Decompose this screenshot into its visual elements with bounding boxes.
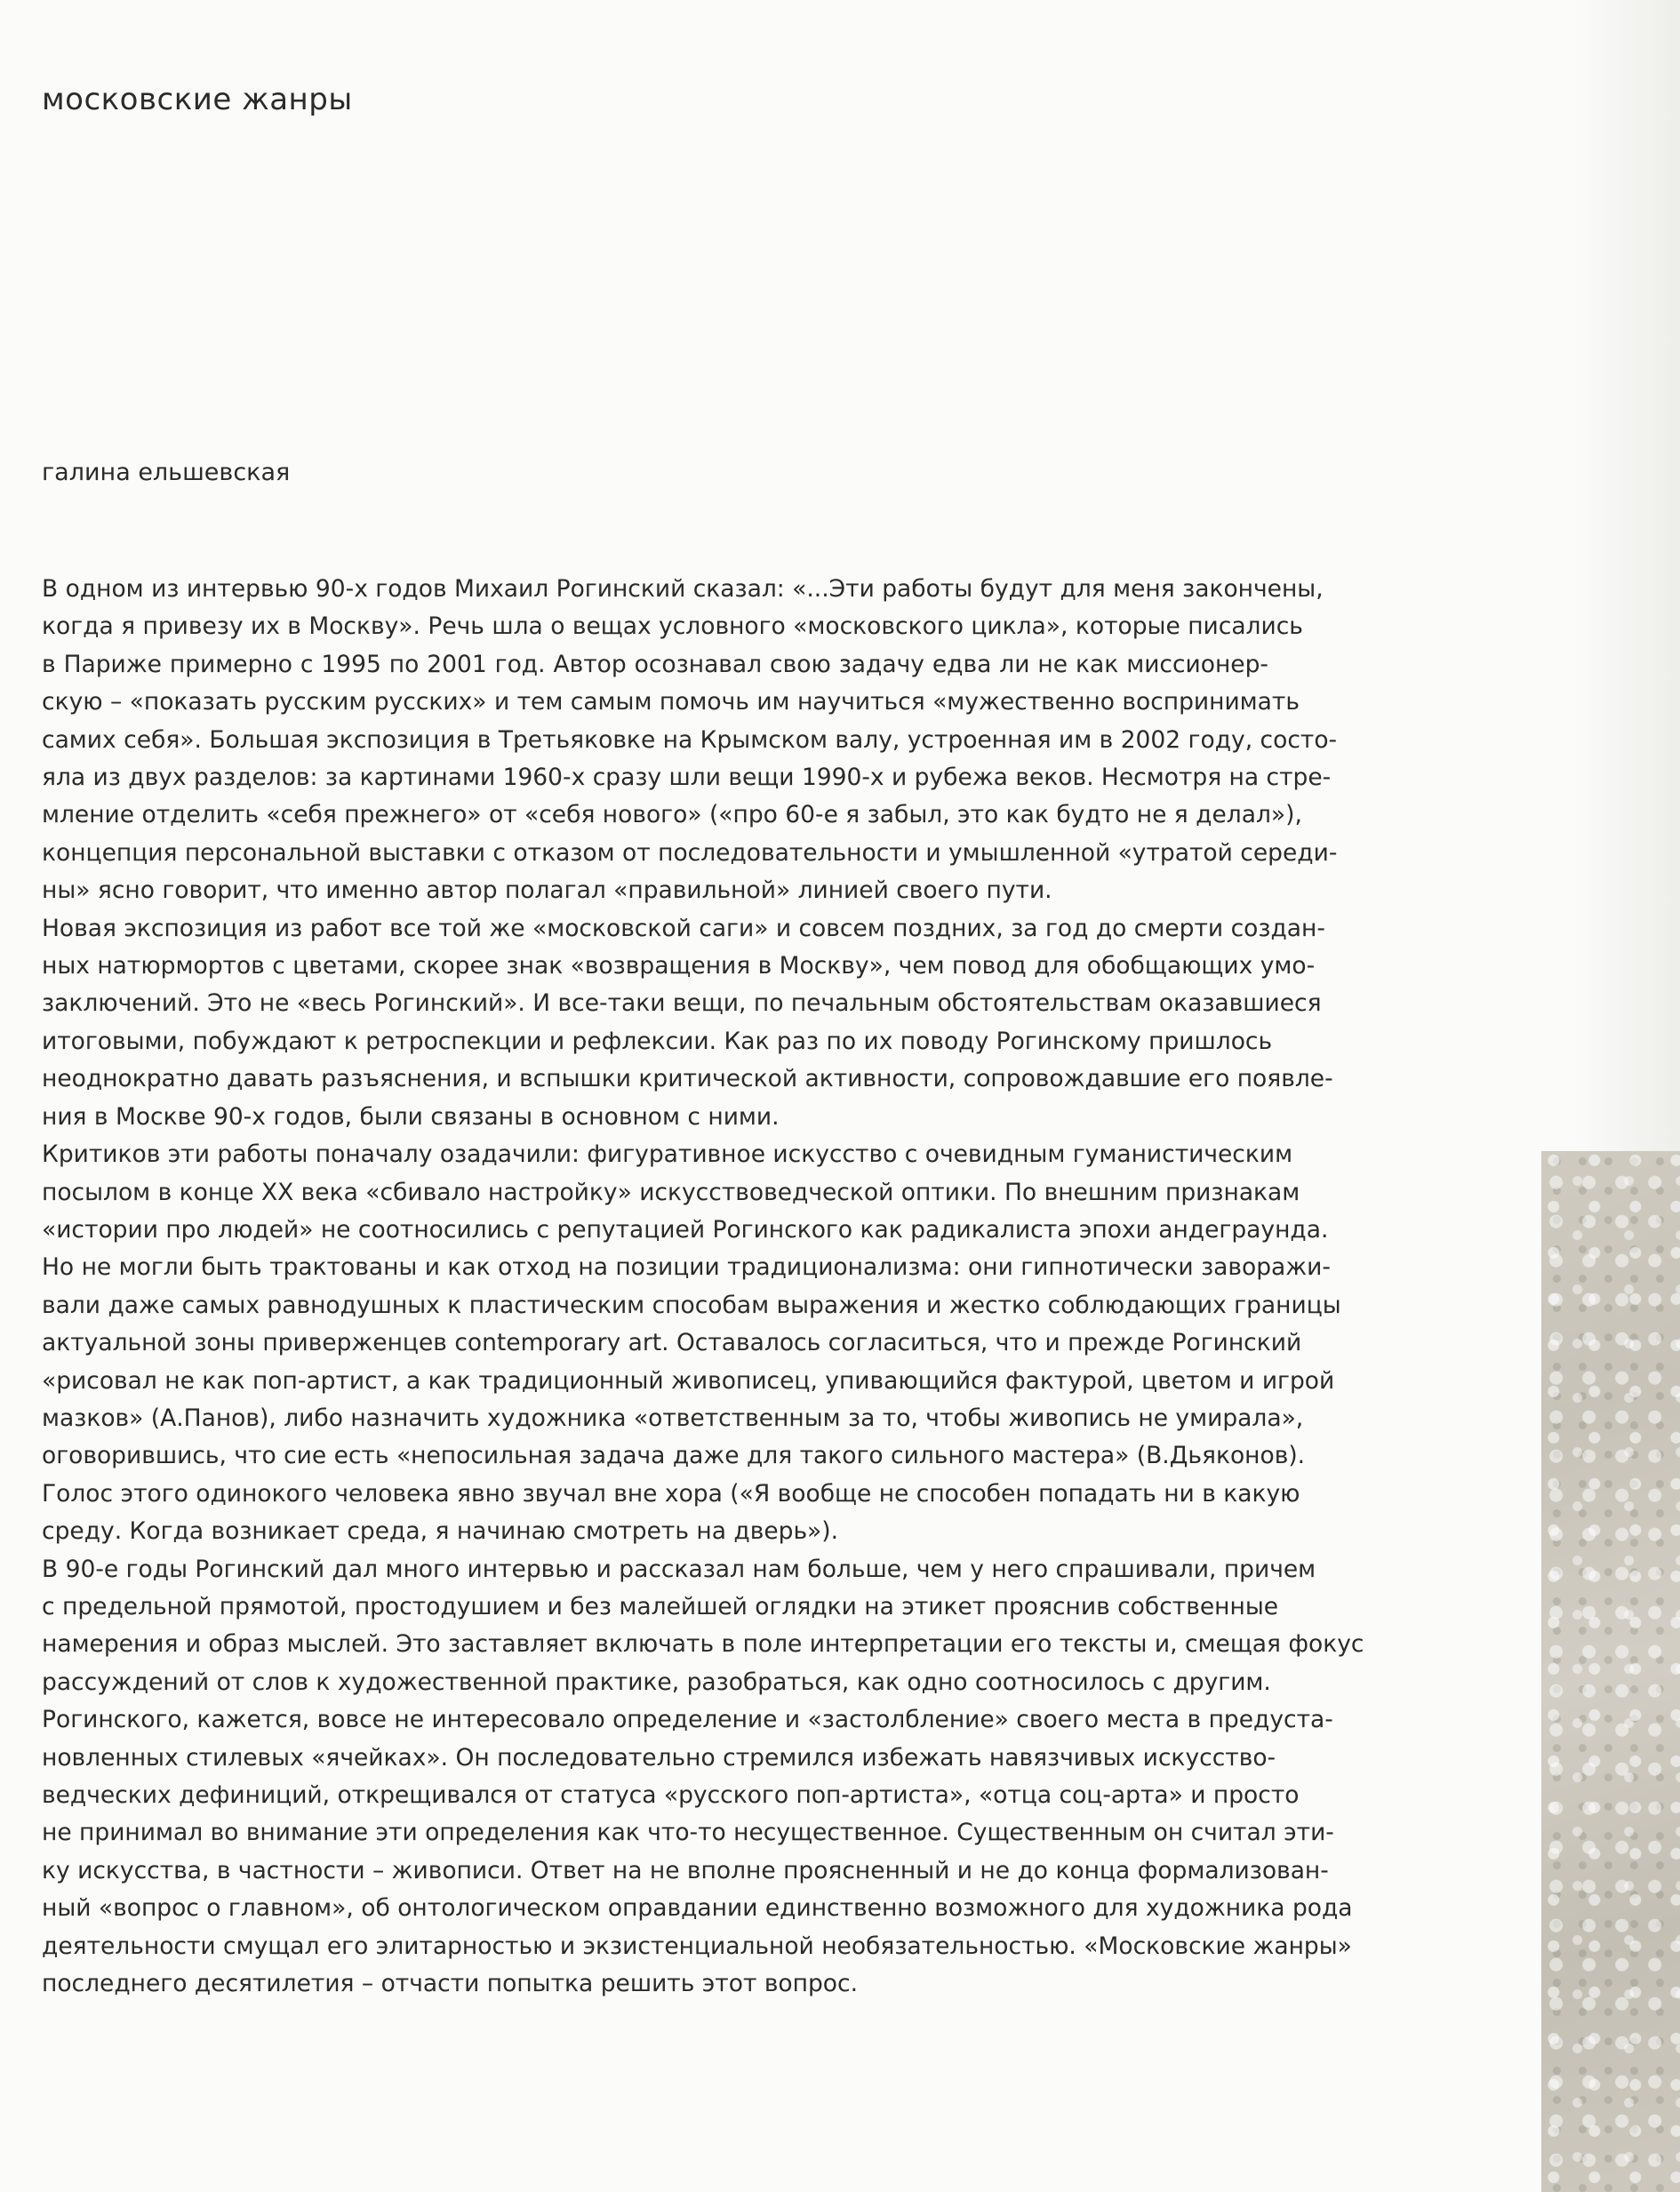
text-line: оговорившись, что сие есть «непосильная задача даже для такого сильного мастера» (В.Дьяконов). (42, 1442, 1306, 1470)
text-line: рассуждений от слов к художественной практике, разобраться, как одно соотносилось с другим. (42, 1668, 1271, 1696)
text-line: самих себя». Большая экспозиция в Третьяковке на Крымском валу, устроенная им в 2002 году, состо- (42, 725, 1338, 754)
text-line: когда я привезу их в Москву». Речь шла о вещах условного «московского цикла», которые писались (42, 612, 1303, 641)
text-line: с предельной прямотой, простодушием и без малейшей оглядки на этикет прояснив собственные (42, 1592, 1279, 1620)
text-line: ный «вопрос о главном», об онтологическом оправдании единственно возможного для художника рода (42, 1894, 1353, 1923)
text-line: мление отделить «себя прежнего» от «себя нового» («про 60-е я забыл, это как будто не я делал»), (42, 801, 1302, 829)
author-name: галина ельшевская (42, 459, 291, 486)
text-line: яла из двух разделов: за картинами 1960-х сразу шли вещи 1990-х и рубежа веков. Несмотря на стре- (42, 764, 1332, 792)
text-line: «рисовал не как поп-артист, а как традиционный живописец, упивающийся фактурой, цветом и игрой (42, 1366, 1335, 1395)
text-line: ны» ясно говорит, что именно автор полагал «правильной» линией своего пути. (42, 876, 1052, 905)
article-body (42, 571, 1364, 2003)
text-line: последнего десятилетия – отчасти попытка решить этот вопрос. (42, 1970, 859, 1998)
text-line: В одном из интервью 90-х годов Михаил Рогинский сказал: «...Эти работы будут для меня закончены, (42, 575, 1324, 603)
text-line: Рогинского, кажется, вовсе не интересовало определение и «застолбление» своего места в предуста- (42, 1706, 1333, 1734)
text-line: не принимал во внимание эти определения как что-то несущественное. Существенным он считал эти- (42, 1819, 1334, 1847)
text-line: ния в Москве 90-х годов, были связаны в основном с ними. (42, 1102, 780, 1131)
text-line: итоговыми, побуждают к ретроспекции и рефлексии. Как раз по их поводу Рогинскому пришлось (42, 1027, 1273, 1055)
section-title: московские жанры (42, 82, 353, 117)
adjacent-page-strip (1541, 1151, 1680, 2192)
text-line: «истории про людей» не соотносились с репутацией Рогинского как радикалиста эпохи андеграунда. (42, 1215, 1329, 1244)
text-line: Критиков эти работы поначалу озадачили: фигуративное искусство с очевидным гуманистическим (42, 1140, 1293, 1169)
text-line: актуальной зоны приверженцев contemporary art. Оставалось согласиться, что и прежде Рогинский (42, 1329, 1302, 1357)
text-line: ку искусства, в частности – живописи. Ответ на не вполне проясненный и не до конца формализован- (42, 1856, 1329, 1884)
text-line: В 90-е годы Рогинский дал много интервью и рассказал нам больше, чем у него спрашивали, причем (42, 1555, 1316, 1583)
text-line: Но не могли быть трактованы и как отход на позиции традиционализма: они гипнотически заворажи- (42, 1253, 1331, 1282)
text-line: неоднократно давать разъяснения, и вспышки критической активности, сопровождавшие его появле- (42, 1065, 1333, 1093)
text-line: ных натюрмортов с цветами, скорее знак «возвращения в Москву», чем повод для обобщающих умо- (42, 952, 1316, 980)
text-line: ведческих дефиниций, открещивался от статуса «русского поп-артиста», «отца соц-арта» и просто (42, 1781, 1300, 1809)
text-line: вали даже самых равнодушных к пластическим способам выражения и жестко соблюдающих границы (42, 1291, 1341, 1319)
text-line: среду. Когда возникает среда, я начинаю смотреть на дверь»). (42, 1517, 839, 1546)
text-line: заключений. Это не «весь Рогинский». И все-таки вещи, по печальным обстоятельствам оказавшиеся (42, 989, 1322, 1018)
text-line: скую – «показать русским русских» и тем самым помочь им научиться «мужественно воспринимать (42, 688, 1300, 716)
text-line: деятельности смущал его элитарностью и экзистенциальной необязательностью. «Московские жанры» (42, 1932, 1352, 1960)
text-line: в Париже примерно с 1995 по 2001 год. Автор осознавал свою задачу едва ли не как миссионер- (42, 650, 1268, 678)
text-line: посылом в конце XX века «сбивало настройку» искусствоведческой оптики. По внешним признакам (42, 1178, 1300, 1206)
text-line: намерения и образ мыслей. Это заставляет включать в поле интерпретации его тексты и, смещая фокус (42, 1630, 1364, 1659)
text-line: мазков» (А.Панов), либо назначить художника «ответственным за то, чтобы живопись не умирала», (42, 1404, 1304, 1432)
text-line: концепция персональной выставки с отказом от последовательности и умышленной «утратой середи- (42, 838, 1338, 867)
text-line: Голос этого одинокого человека явно звучал вне хора («Я вообще не способен попадать ни в какую (42, 1479, 1300, 1508)
text-line: новленных стилевых «ячейках». Он последовательно стремился избежать навязчивых искусство- (42, 1743, 1276, 1772)
text-line: Новая экспозиция из работ все той же «московской саги» и совсем поздних, за год до смерти создан- (42, 914, 1325, 942)
